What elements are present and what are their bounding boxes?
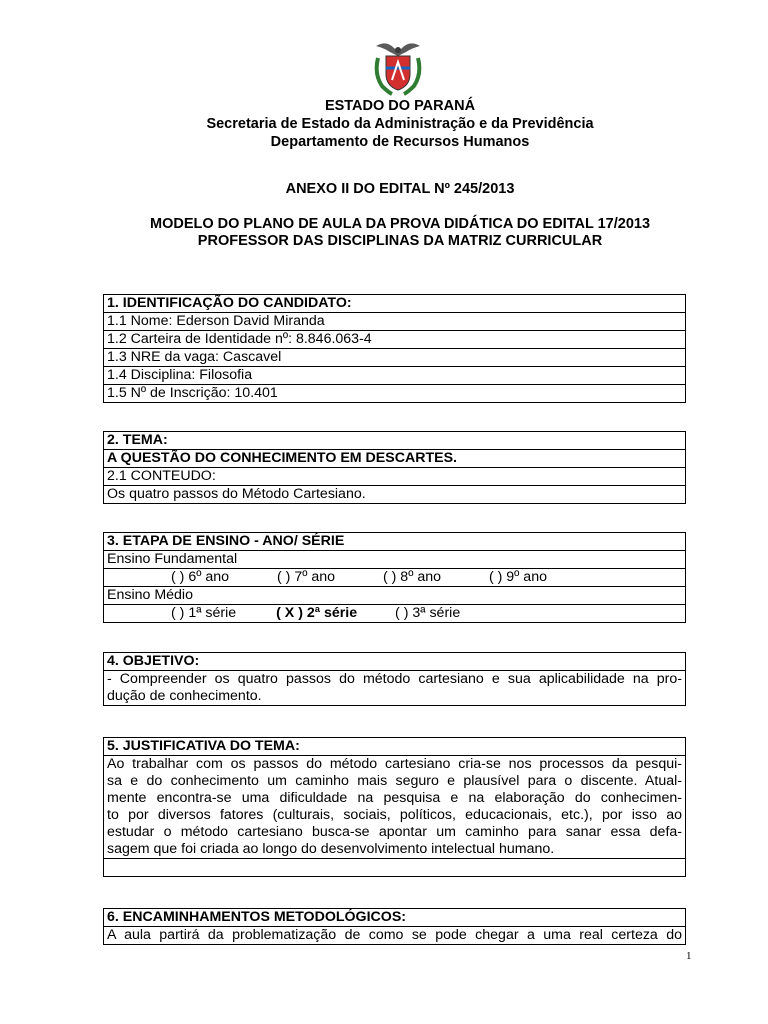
registration-number: 1.5 Nº de Inscrição: 10.401 xyxy=(104,385,685,403)
section4-title: 4. OBJETIVO: xyxy=(104,653,685,671)
header-state: ESTADO DO PARANÁ xyxy=(324,98,476,114)
justification-line-2: sa e do conhecimento um caminho mais seguro e plausível para o discente. Atual- xyxy=(107,773,682,789)
header-department: Departamento de Recursos Humanos xyxy=(270,134,530,150)
header-model-line1: MODELO DO PLANO DE AULA DA PROVA DIDÁTICA DO EDITAL 17/2013 xyxy=(149,216,651,232)
option-9-ano[interactable]: ( ) 9º ano xyxy=(488,569,547,585)
option-7-ano[interactable]: ( ) 7º ano xyxy=(276,569,336,585)
justification-line-4: to por diversos fatores (culturais, sociais, políticos, educacionais, etc.), por isso ao xyxy=(107,807,682,823)
justification-line-3: mente encontra-se uma dificuldade na pesquisa e na elaboração do conhecimen- xyxy=(107,790,682,806)
objective-line-2: dução de conhecimento. xyxy=(104,688,685,706)
section-theme xyxy=(103,431,686,504)
parana-coat-of-arms-icon xyxy=(372,40,424,96)
section3-title: 3. ETAPA DE ENSINO - ANO/ SÉRIE xyxy=(104,533,685,551)
justification-line-5: estudar o método cartesiano busca-se apontar um caminho para sanar essa defa- xyxy=(107,824,682,840)
discipline: 1.4 Disciplina: Filosofia xyxy=(104,367,685,385)
section1-title: 1. IDENTIFICAÇÃO DO CANDIDATO: xyxy=(104,295,685,313)
section-justification xyxy=(103,737,686,877)
section-objective xyxy=(103,652,686,706)
section5-title: 5. JUSTIFICATIVA DO TEMA: xyxy=(104,738,685,756)
section-methodology xyxy=(103,908,686,945)
content-text: Os quatro passos do Método Cartesiano. xyxy=(104,486,685,504)
candidate-name: 1.1 Nome: Ederson David Miranda xyxy=(104,313,685,331)
medio-options xyxy=(104,605,685,623)
nre-vaga: 1.3 NRE da vaga: Cascavel xyxy=(104,349,685,367)
content-label: 2.1 CONTEUDO: xyxy=(104,468,685,486)
page-number: 1 xyxy=(686,950,692,962)
option-1-serie[interactable]: ( ) 1ª série xyxy=(171,605,237,621)
theme-text: A QUESTÃO DO CONHECIMENTO EM DESCARTES. xyxy=(104,450,685,468)
option-2-serie-selected[interactable]: ( X ) 2ª série xyxy=(276,605,358,621)
section-teaching-stage xyxy=(103,532,686,623)
option-8-ano[interactable]: ( ) 8º ano xyxy=(382,569,441,585)
header-annex: ANEXO II DO EDITAL Nº 245/2013 xyxy=(285,181,515,197)
justification-line-6: sagem que foi criada ao longo do desenvolvimento intelectual humano. xyxy=(104,841,685,859)
fundamental-options xyxy=(104,569,685,587)
fundamental-label: Ensino Fundamental xyxy=(104,551,685,569)
methodology-line-1: A aula partirá da problematização de como se pode chegar a uma real certeza do xyxy=(104,927,685,945)
header-secretariat: Secretaria de Estado da Administração e da Previdência xyxy=(206,116,594,132)
justification-line-1: Ao trabalhar com os passos do método cartesiano cria-se nos processos da pesqui- xyxy=(107,756,682,772)
identity-card: 1.2 Carteira de Identidade nº: 8.846.063-4 xyxy=(104,331,685,349)
option-3-serie[interactable]: ( ) 3ª série xyxy=(395,605,461,621)
section2-title: 2. TEMA: xyxy=(104,432,685,450)
justification-empty-row xyxy=(104,859,685,877)
option-6-ano[interactable]: ( ) 6º ano xyxy=(171,569,230,585)
header-model-line2: PROFESSOR DAS DISCIPLINAS DA MATRIZ CURRICULAR xyxy=(197,233,603,249)
medio-label: Ensino Médio xyxy=(104,587,685,605)
section6-title: 6. ENCAMINHAMENTOS METODOLÓGICOS: xyxy=(104,909,685,927)
objective-line-1: - Compreender os quatro passos do método cartesiano e sua aplicabilidade na pro- xyxy=(107,671,682,687)
section-identification xyxy=(103,294,686,403)
